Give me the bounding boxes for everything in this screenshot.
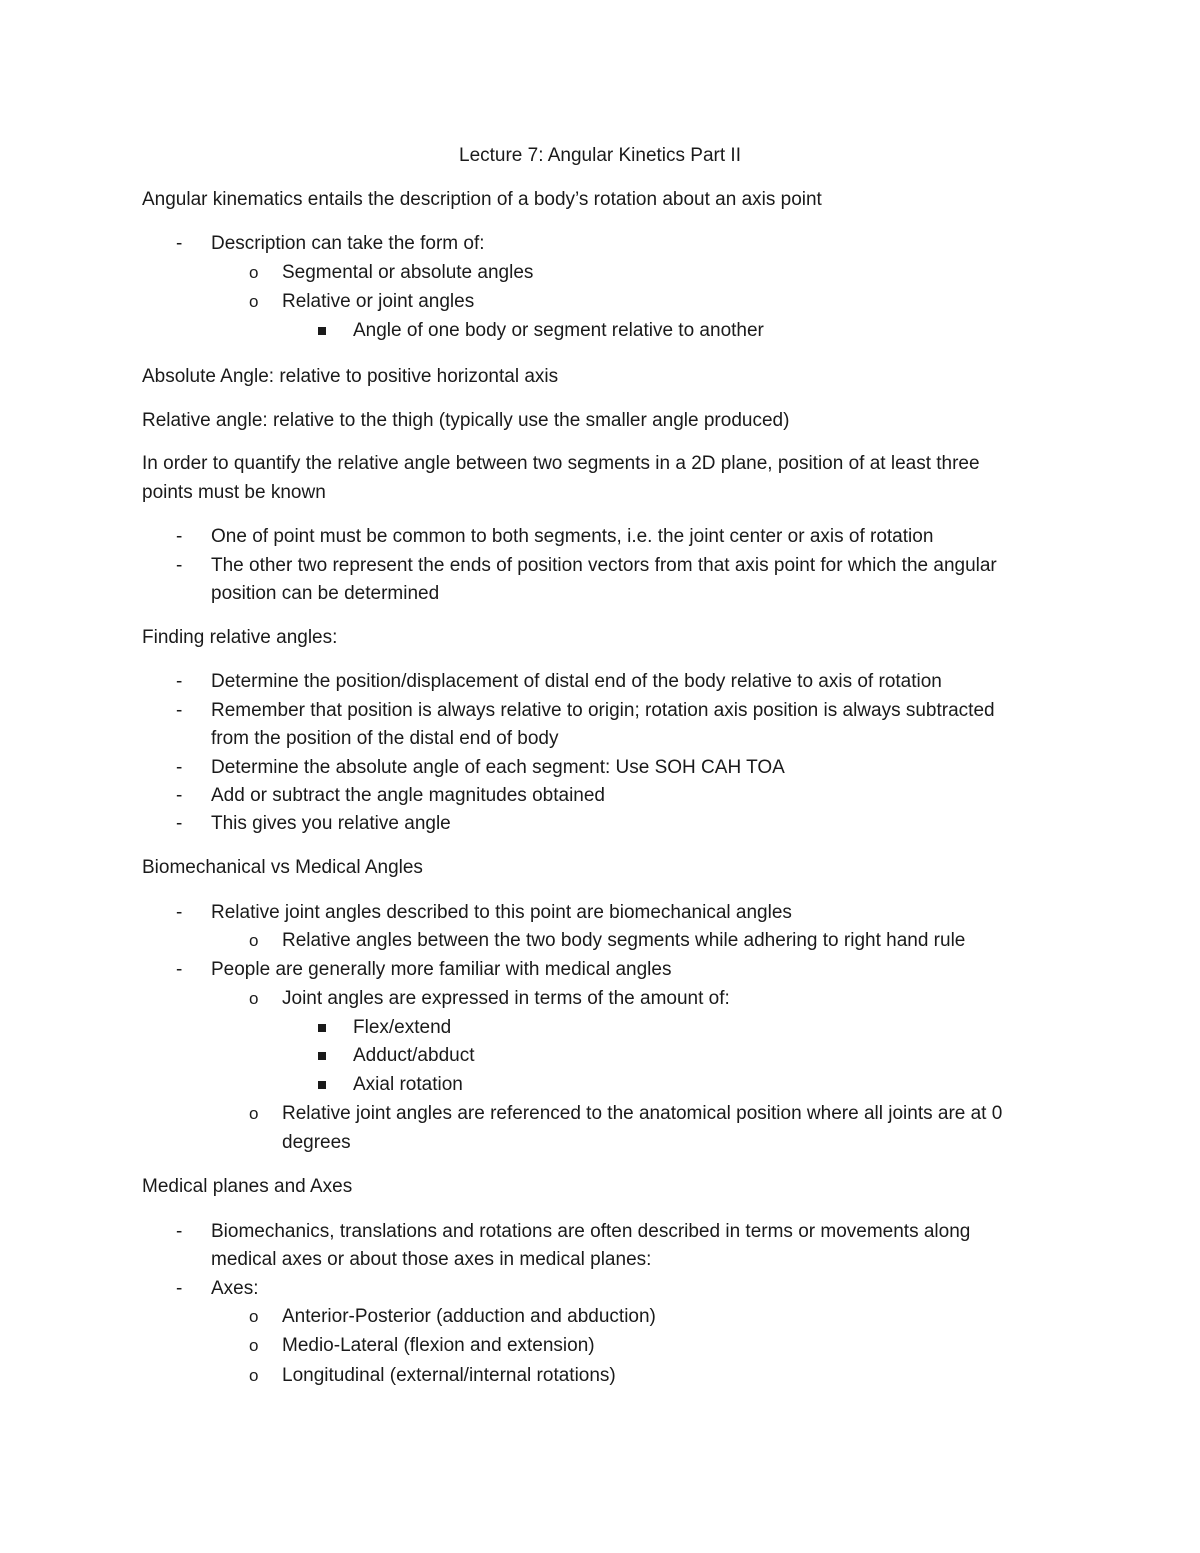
list-item-continued: position can be determined (211, 583, 440, 604)
list-item: Determine the position/displacement of distal end of the body relative to axis of rotation (211, 671, 942, 692)
section-heading: Biomechanical vs Medical Angles (142, 857, 423, 878)
dash-bullet: - (176, 902, 183, 923)
square-bullet-icon (318, 1081, 326, 1089)
list-item: Segmental or absolute angles (282, 262, 534, 283)
circle-bullet: o (249, 1336, 259, 1355)
dash-bullet: - (176, 233, 183, 254)
list-item-continued: degrees (282, 1132, 351, 1153)
list-item: Joint angles are expressed in terms of the amount of: (282, 988, 730, 1009)
dash-bullet: - (176, 757, 183, 778)
dash-bullet: - (176, 1278, 183, 1299)
list-item: Axes: (211, 1278, 259, 1299)
list-item: Axial rotation (353, 1074, 463, 1095)
circle-bullet: o (249, 931, 259, 950)
circle-bullet: o (249, 1307, 259, 1326)
paragraph: Absolute Angle: relative to positive horizontal axis (142, 366, 559, 387)
list-item: People are generally more familiar with medical angles (211, 959, 672, 980)
dash-bullet: - (176, 1221, 183, 1242)
dash-bullet: - (176, 555, 183, 576)
paragraph: In order to quantify the relative angle between two segments in a 2D plane, position of at least three (142, 453, 980, 474)
list-item: Longitudinal (external/internal rotations) (282, 1365, 616, 1386)
square-bullet-icon (318, 1052, 326, 1060)
dash-bullet: - (176, 959, 183, 980)
list-item: Flex/extend (353, 1017, 452, 1038)
list-item: Biomechanics, translations and rotations are often described in terms or movements along (211, 1221, 971, 1242)
list-item: Determine the absolute angle of each segment: Use SOH CAH TOA (211, 757, 785, 778)
section-heading: Medical planes and Axes (142, 1176, 353, 1197)
list-item: Adduct/abduct (353, 1045, 475, 1066)
list-item: Angle of one body or segment relative to another (353, 320, 764, 341)
dash-bullet: - (176, 526, 183, 547)
list-item: This gives you relative angle (211, 813, 451, 834)
section-heading: Finding relative angles: (142, 627, 338, 648)
circle-bullet: o (249, 292, 259, 311)
dash-bullet: - (176, 671, 183, 692)
list-item-continued: from the position of the distal end of body (211, 728, 559, 749)
list-item-continued: medical axes or about those axes in medical planes: (211, 1249, 652, 1270)
list-item: The other two represent the ends of position vectors from that axis point for which the angular (211, 555, 997, 576)
dash-bullet: - (176, 813, 183, 834)
circle-bullet: o (249, 1366, 259, 1385)
paragraph: Relative angle: relative to the thigh (typically use the smaller angle produced) (142, 410, 790, 431)
list-item: Relative joint angles described to this point are biomechanical angles (211, 902, 792, 923)
paragraph: points must be known (142, 482, 326, 503)
list-item: Remember that position is always relative to origin; rotation axis position is always subtracted (211, 700, 995, 721)
square-bullet-icon (318, 1024, 326, 1032)
list-item: One of point must be common to both segments, i.e. the joint center or axis of rotation (211, 526, 934, 547)
circle-bullet: o (249, 1104, 259, 1123)
list-item: Description can take the form of: (211, 233, 485, 254)
square-bullet-icon (318, 327, 326, 335)
list-item: Relative or joint angles (282, 291, 475, 312)
circle-bullet: o (249, 263, 259, 282)
list-item: Relative joint angles are referenced to the anatomical position where all joints are at 0 (282, 1103, 1003, 1124)
page-title: Lecture 7: Angular Kinetics Part II (459, 145, 741, 166)
list-item: Medio-Lateral (flexion and extension) (282, 1335, 595, 1356)
dash-bullet: - (176, 700, 183, 721)
dash-bullet: - (176, 785, 183, 806)
list-item: Anterior-Posterior (adduction and abduction) (282, 1306, 656, 1327)
circle-bullet: o (249, 989, 259, 1008)
list-item: Relative angles between the two body segments while adhering to right hand rule (282, 930, 966, 951)
paragraph: Angular kinematics entails the description of a body’s rotation about an axis point (142, 189, 822, 210)
list-item: Add or subtract the angle magnitudes obtained (211, 785, 605, 806)
